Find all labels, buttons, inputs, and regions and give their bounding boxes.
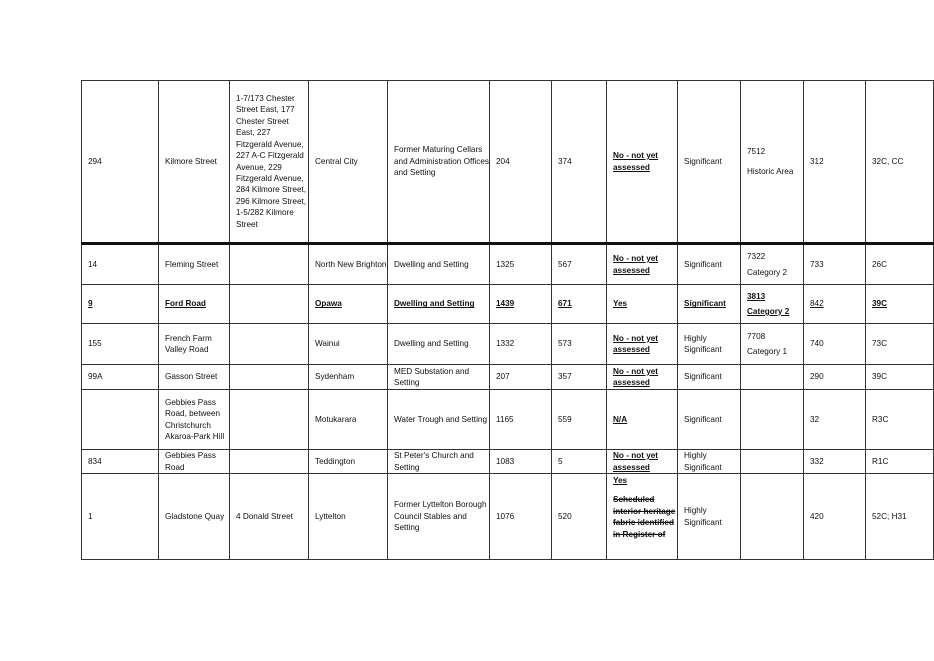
cell-interior-assessed — [607, 474, 678, 560]
cell-map-ref: 290 — [804, 365, 866, 390]
cell-map-ref: 312 — [804, 81, 866, 244]
table-row — [82, 244, 934, 285]
cell-heritage-item-number: 207 — [490, 365, 552, 390]
cell-suburb: Motukarara — [309, 390, 388, 450]
cell-street: Fleming Street — [159, 244, 230, 285]
cell-suburb: Central City — [309, 81, 388, 244]
cell-other-address: 4 Donald Street — [230, 474, 309, 560]
cell-suburb — [309, 285, 388, 324]
cell-map-ref — [804, 285, 866, 324]
cell-suburb: Lyttelton — [309, 474, 388, 560]
cell-heritage-item-number — [490, 285, 552, 324]
cell-number: 155 — [82, 324, 159, 365]
cell-description: MED Substation and Setting — [388, 365, 490, 390]
cell-description: St Peter's Church and Setting — [388, 450, 490, 474]
cell-street — [159, 285, 230, 324]
hnzpt-category: Category 1 — [747, 347, 788, 356]
cell-heritage-item-number: 1076 — [490, 474, 552, 560]
hnzpt-number: 7708 — [747, 331, 766, 341]
cell-interior-assessed — [607, 81, 678, 244]
cell-assessment-number — [552, 285, 607, 324]
hnzpt-category: Historic Area — [747, 166, 794, 176]
cell-description: Former Lyttelton Borough Council Stables and Setting — [388, 474, 490, 560]
cell-interior-assessed — [607, 365, 678, 390]
interior-status: Yes — [613, 476, 628, 485]
cell-assessment-number: 520 — [552, 474, 607, 560]
cell-description: Water Trough and Setting — [388, 390, 490, 450]
cell-suburb: Wainui — [309, 324, 388, 365]
table-row — [82, 81, 934, 244]
cell-assessment-number: 357 — [552, 365, 607, 390]
cell-number — [82, 390, 159, 450]
cell-assessment-number: 573 — [552, 324, 607, 365]
cell-number: 99A — [82, 365, 159, 390]
interior-status: No - not yet assessed — [613, 151, 659, 172]
cell-planning-map: 52C; H31 — [866, 474, 934, 560]
cell-description: Dwelling and Setting — [388, 324, 490, 365]
cell-suburb: Teddington — [309, 450, 388, 474]
cell-significance: Highly Significant — [678, 450, 741, 474]
cell-suburb: North New Brighton — [309, 244, 388, 285]
table-row — [82, 474, 934, 560]
cell-heritage-item-number: 1325 — [490, 244, 552, 285]
interior-status: No - not yet assessed — [613, 366, 659, 387]
cell-map-ref: 420 — [804, 474, 866, 560]
cell-planning-map-text: 39C — [872, 299, 888, 309]
hnzpt-category: Category 2 — [747, 267, 788, 277]
cell-hnzpt — [741, 365, 804, 390]
cell-planning-map: 26C — [866, 244, 934, 285]
cell-significance-text: Significant — [684, 299, 726, 309]
cell-description: Former Maturing Cellars and Administration Offices and Setting — [388, 81, 490, 244]
table-row — [82, 365, 934, 390]
cell-street: Gebbies Pass Road, between Christchurch Akaroa-Park Hill — [159, 390, 230, 450]
cell-street: Kilmore Street — [159, 81, 230, 244]
cell-number-text: 9 — [88, 299, 93, 309]
cell-planning-map: R1C — [866, 450, 934, 474]
cell-description-text: Dwelling and Setting — [394, 299, 475, 309]
cell-number: 1 — [82, 474, 159, 560]
cell-map-ref-text: 842 — [810, 299, 824, 309]
cell-map-ref: 32 — [804, 390, 866, 450]
cell-street: Gasson Street — [159, 365, 230, 390]
cell-suburb-text: Opawa — [315, 299, 342, 309]
cell-other-address — [230, 324, 309, 365]
cell-significance: Significant — [678, 81, 741, 244]
cell-number — [82, 285, 159, 324]
cell-other-address: 1-7/173 Chester Street East, 177 Chester Street East, 227 Fitzgerald Avenue, 227 A-C Fitzgerald Avenue, 229 Fitzgerald Avenue, 284 Kilmore Street, 296 Kilmore Street, 1-5/282 Kilmore Street — [230, 81, 309, 244]
cell-planning-map: 73C — [866, 324, 934, 365]
cell-other-address — [230, 390, 309, 450]
heritage-schedule-table — [81, 80, 934, 560]
cell-significance: Highly Significant — [678, 324, 741, 365]
cell-other-address — [230, 450, 309, 474]
table-row — [82, 390, 934, 450]
cell-interior-assessed — [607, 244, 678, 285]
cell-street: French Farm Valley Road — [159, 324, 230, 365]
interior-status: No - not yet assessed — [613, 451, 659, 472]
cell-interior-assessed — [607, 285, 678, 324]
cell-map-ref: 332 — [804, 450, 866, 474]
interior-status: No - not yet assessed — [613, 333, 659, 354]
cell-hnzpt — [741, 244, 804, 285]
cell-assessment-number-text: 671 — [558, 299, 572, 309]
cell-other-address — [230, 244, 309, 285]
cell-interior-assessed — [607, 324, 678, 365]
cell-hnzpt — [741, 324, 804, 365]
cell-significance: Significant — [678, 244, 741, 285]
cell-number: 14 — [82, 244, 159, 285]
cell-significance: Significant — [678, 365, 741, 390]
cell-hnzpt — [741, 450, 804, 474]
cell-other-address — [230, 285, 309, 324]
cell-heritage-item-number: 1332 — [490, 324, 552, 365]
cell-significance: Highly Significant — [678, 474, 741, 560]
cell-description: Dwelling and Setting — [388, 244, 490, 285]
interior-status: Yes — [613, 299, 628, 309]
cell-heritage-item-number: 204 — [490, 81, 552, 244]
cell-interior-assessed — [607, 450, 678, 474]
interior-status: No - not yet assessed — [613, 254, 659, 275]
interior-status: N/A — [613, 414, 628, 424]
cell-street: Gebbies Pass Road — [159, 450, 230, 474]
cell-planning-map: 32C, CC — [866, 81, 934, 244]
cell-planning-map: 39C — [866, 365, 934, 390]
cell-hnzpt — [741, 285, 804, 324]
cell-map-ref: 733 — [804, 244, 866, 285]
cell-assessment-number: 567 — [552, 244, 607, 285]
cell-planning-map — [866, 285, 934, 324]
cell-suburb: Sydenham — [309, 365, 388, 390]
cell-number: 834 — [82, 450, 159, 474]
cell-street: Gladstone Quay — [159, 474, 230, 560]
hnzpt-number: 7322 — [747, 252, 766, 262]
cell-assessment-number: 5 — [552, 450, 607, 474]
cell-significance: Significant — [678, 390, 741, 450]
cell-number: 294 — [82, 81, 159, 244]
table-row — [82, 324, 934, 365]
cell-planning-map: R3C — [866, 390, 934, 450]
hnzpt-number: 7512 — [747, 147, 766, 157]
cell-heritage-item-number: 1165 — [490, 390, 552, 450]
cell-assessment-number: 559 — [552, 390, 607, 450]
cell-heritage-item-number-text: 1439 — [496, 299, 515, 309]
interior-note-struck: Scheduled interior heritage fabric identified in Register of — [613, 495, 676, 539]
cell-heritage-item-number: 1083 — [490, 450, 552, 474]
cell-hnzpt — [741, 81, 804, 244]
cell-significance — [678, 285, 741, 324]
table-row — [82, 450, 934, 474]
cell-map-ref: 740 — [804, 324, 866, 365]
cell-assessment-number: 374 — [552, 81, 607, 244]
table-row — [82, 285, 934, 324]
hnzpt-category: Category 2 — [747, 307, 790, 316]
cell-street-text: Ford Road — [165, 299, 206, 309]
cell-hnzpt — [741, 474, 804, 560]
cell-other-address — [230, 365, 309, 390]
cell-hnzpt — [741, 390, 804, 450]
cell-interior-assessed — [607, 390, 678, 450]
cell-description — [388, 285, 490, 324]
hnzpt-number: 3813 — [747, 291, 766, 301]
